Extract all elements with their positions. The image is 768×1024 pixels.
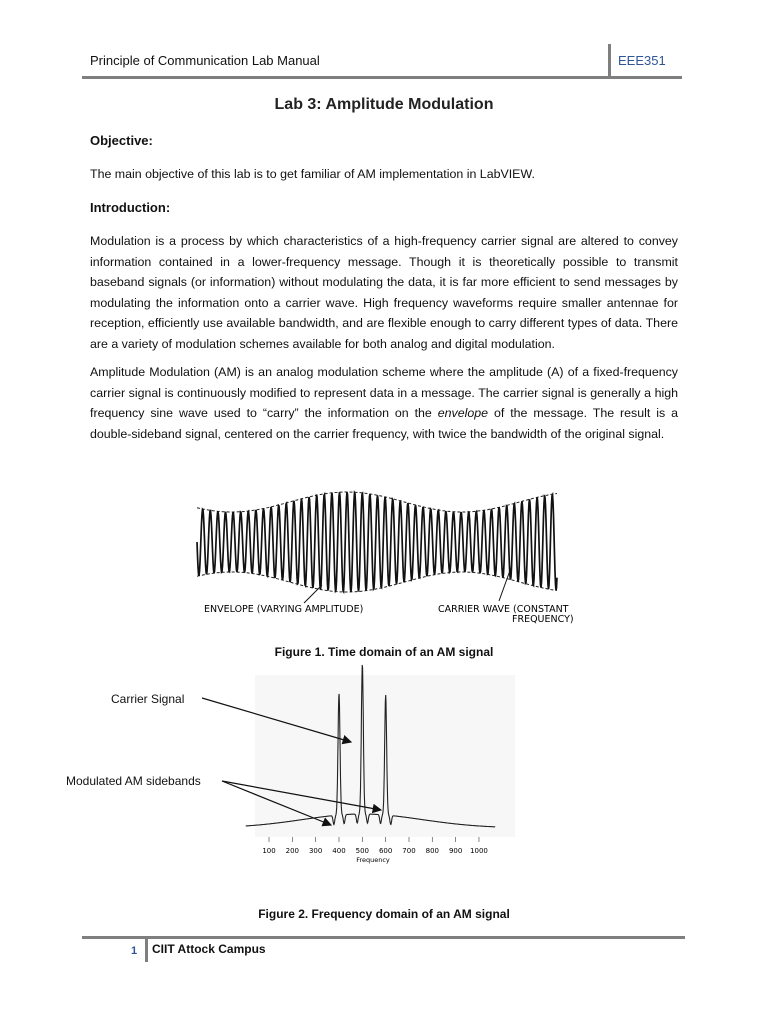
- footer-divider: [145, 936, 148, 962]
- frequency-tick-label: 1000: [470, 847, 488, 855]
- intro-text-1: Modulation is a process by which characteristics of a high-frequency carrier signal are altered to convey information contained in a lower-frequency message. Though it is theoretically possible to transmit baseband signals (or information) without modulating the data, it is far more efficient to send messages by modulating the information onto a carrier wave. High frequency waveforms require smaller antennae for reception, efficiently use available bandwidth, and are flexible enough to carry different types of data. There are a variety of modulation schemes available for both analog and digital modulation.: [90, 234, 678, 351]
- carrier-arrow: [202, 698, 351, 742]
- intro-text-2-envelope: envelope: [437, 406, 489, 421]
- course-code: EEE351: [618, 53, 666, 68]
- carrier-pointer: [499, 565, 512, 601]
- frequency-tick-label: 100: [262, 847, 276, 855]
- carrier-label-line1: CARRIER WAVE (CONSTANT: [438, 604, 569, 615]
- frequency-tick-label: 300: [308, 847, 323, 855]
- figure2-caption: Figure 2. Frequency domain of an AM signal: [258, 907, 510, 921]
- page-number: 1: [131, 945, 138, 957]
- objective-text: [90, 164, 678, 185]
- header-title: Principle of Communication Lab Manual: [90, 53, 320, 68]
- intro-paragraph-1: [90, 231, 678, 355]
- page-title: Lab 3: Amplitude Modulation: [274, 96, 494, 113]
- header-divider: [608, 44, 611, 76]
- sideband-arrow-right: [222, 781, 381, 810]
- frequency-tick-label: 400: [332, 847, 346, 855]
- intro-paragraph-2: [90, 362, 678, 444]
- objective-heading: Objective:: [90, 133, 153, 148]
- frequency-tick-label: 700: [402, 847, 416, 855]
- frequency-axis-label: Frequency: [356, 856, 390, 864]
- frequency-tick-label: 200: [285, 847, 300, 855]
- am-time-domain-figure: [192, 482, 574, 632]
- frequency-tick-label: 500: [355, 847, 370, 855]
- frequency-tick-label: 800: [425, 847, 439, 855]
- carrier-signal-label: Carrier Signal: [111, 692, 185, 706]
- header-rule: [82, 76, 682, 79]
- envelope-label: ENVELOPE (VARYING AMPLITUDE): [204, 604, 364, 615]
- am-waveform: [197, 492, 557, 592]
- intro-text-2: [90, 362, 678, 444]
- objective-paragraph: The main objective of this lab is to get familiar of AM implementation in LabVIEW.: [90, 167, 535, 181]
- frequency-tick-label: 600: [378, 847, 393, 855]
- frequency-tick-label: 900: [448, 847, 463, 855]
- figure1-caption: Figure 1. Time domain of an AM signal: [274, 645, 494, 659]
- footer-rule: [82, 936, 685, 939]
- intro-text-2a: Amplitude Modulation (AM) is an analog modulation scheme where the amplitude (A) of a fixed-frequency carrier signal is continuously modified to represent data in a message. The carrier signal is generally a high frequency sine wave used to “carry” the information on the: [90, 365, 678, 421]
- footer-campus: CIIT Attock Campus: [152, 942, 266, 956]
- intro-text-2b: of the message. The result is a double-sideband signal, centered on the carrier frequency, with twice the bandwidth of the original signal.: [90, 406, 679, 441]
- carrier-label-line2: FREQUENCY): [512, 614, 574, 625]
- sidebands-label: Modulated AM sidebands: [66, 774, 201, 788]
- introduction-heading: Introduction:: [90, 200, 171, 215]
- sideband-arrow-left: [222, 781, 331, 825]
